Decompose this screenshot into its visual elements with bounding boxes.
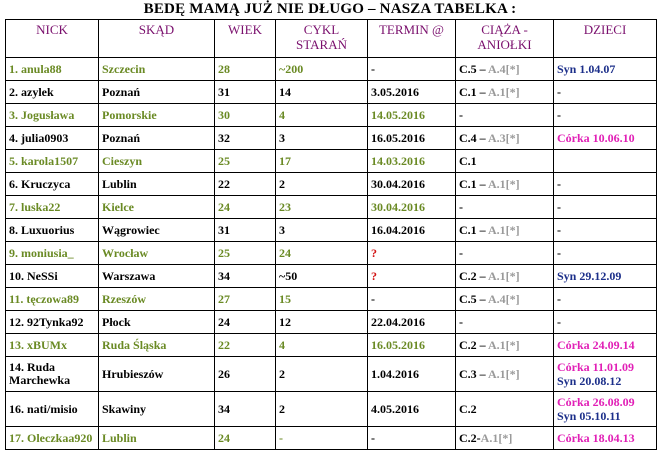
cell-ciaza [456,334,554,357]
cell-skad: Kielce [99,196,215,219]
cell-wiek: 24 [215,196,276,219]
table-row [6,173,657,196]
ciaza-count: C.3 [459,366,477,381]
cell-dzieci [554,150,657,173]
cell-wiek: 22 [215,173,276,196]
header-skad-label: SKĄD [138,22,175,37]
cell-cykl: 2 [276,392,368,427]
table-row [6,104,657,127]
cell-dzieci [554,219,657,242]
cell-wiek: 32 [215,127,276,150]
aniolki-count: A.3[*] [488,130,520,145]
cell-ciaza [456,104,554,127]
cell-ciaza [456,265,554,288]
cell-ciaza [456,58,554,81]
cell-termin: 22.04.2016 [368,311,456,334]
table-body [6,58,657,450]
cell-dzieci [554,288,657,311]
table-row [6,334,657,357]
table-row [6,265,657,288]
aniolki-count: A.1[*] [488,222,520,237]
cell-nick: 9. moniusia_ [6,242,99,265]
ciaza-count: C.1 [459,176,477,191]
table-row [6,357,657,392]
cell-wiek: 27 [215,288,276,311]
cell-ciaza [456,81,554,104]
header-dzieci [554,20,657,58]
header-wiek [215,20,276,58]
cell-ciaza [456,392,554,427]
cell-termin: - [368,58,456,81]
aniolki-count: A.1[*] [488,268,520,283]
cell-dzieci [554,334,657,357]
cell-dzieci [554,58,657,81]
cell-nick: 10. NeSSi [6,265,99,288]
ciaza-count: - [459,107,463,122]
table-row [6,288,657,311]
kid-entry: Syn 1.04.07 [557,61,616,76]
kid-entry: - [557,176,561,191]
cell-nick: 11. tęczowa89 [6,288,99,311]
cell-skad: Warszawa [99,265,215,288]
table-row [6,150,657,173]
cell-ciaza [456,196,554,219]
ciaza-separator: – [476,337,489,352]
table-row [6,127,657,150]
cell-wiek: 25 [215,242,276,265]
header-cykl [276,20,368,58]
cell-cykl: 23 [276,196,368,219]
cell-termin: - [368,427,456,450]
cell-wiek: 30 [215,104,276,127]
header-nick [6,20,99,58]
cell-skad: Wrocław [99,242,215,265]
cell-ciaza [456,219,554,242]
kid-entry: - [557,291,561,306]
cell-dzieci [554,127,657,150]
cell-termin: ? [368,242,456,265]
ciaza-separator: – [476,268,489,283]
cell-skad: Skawiny [99,392,215,427]
cell-skad: Hrubieszów [99,357,215,392]
cell-wiek: 31 [215,219,276,242]
ciaza-count: C.2 [459,337,477,352]
cell-nick: 12. 92Tynka92 [6,311,99,334]
ciaza-separator: – [476,176,489,191]
table-header-row [6,20,657,58]
table-row [6,219,657,242]
cell-skad: Lublin [99,173,215,196]
cell-skad: Lublin [99,427,215,450]
kid-entry: - [557,245,561,260]
ciaza-count: C.2 [459,401,477,416]
cell-termin: 14.03.2016 [368,150,456,173]
cell-cykl: 2 [276,173,368,196]
ciaza-separator: – [476,84,489,99]
header-nick-label: NICK [36,22,68,37]
cell-termin: 16.05.2016 [368,127,456,150]
ciaza-separator: – [476,291,489,306]
kid-entry: Córka 11.01.09 [557,360,635,374]
kid-entry: Syn 29.12.09 [557,268,622,283]
kid-entry: Syn 20.08.12 [557,374,622,388]
cell-cykl: 14 [276,81,368,104]
ciaza-separator: – [476,130,489,145]
cell-skad: Poznań [99,81,215,104]
cell-cykl: ~200 [276,58,368,81]
cell-nick: 8. Luxuorius [6,219,99,242]
cell-ciaza [456,311,554,334]
cell-ciaza [456,288,554,311]
ciaza-count: C.1 [459,153,477,168]
cell-cykl: 4 [276,104,368,127]
cell-nick: 2. azylek [6,81,99,104]
aniolki-count: A.4[*] [488,61,520,76]
cell-wiek: 22 [215,334,276,357]
header-cykl-line2: STARAŃ [296,37,347,52]
cell-termin: ? [368,265,456,288]
cell-wiek: 31 [215,81,276,104]
cell-cykl: 17 [276,150,368,173]
cell-nick: 16. nati/misio [6,392,99,427]
cell-cykl: 4 [276,334,368,357]
cell-dzieci [554,104,657,127]
ciaza-separator: - [476,430,481,445]
aniolki-count: A.4[*] [488,291,520,306]
cell-wiek: 26 [215,357,276,392]
table-row [6,81,657,104]
ciaza-count: - [459,314,463,329]
cell-termin: - [368,288,456,311]
members-table [5,19,657,450]
cell-wiek: 34 [215,265,276,288]
cell-termin: 16.05.2016 [368,334,456,357]
header-termin [368,20,456,58]
ciaza-separator: – [476,61,489,76]
kid-entry: Syn 05.10.11 [557,409,621,423]
kid-entry: Córka 10.06.10 [557,130,635,145]
cell-skad: Rzeszów [99,288,215,311]
ciaza-count: C.5 [459,61,477,76]
cell-nick: 1. anula88 [6,58,99,81]
table-row [6,58,657,81]
page-title: BEDĘ MAMĄ JUŻ NIE DŁUGO – NASZA TABELKA : [143,1,517,17]
kid-entry: - [557,199,561,214]
cell-ciaza [456,357,554,392]
kid-entry: Córka 26.08.09 [557,395,635,409]
cell-cykl: 3 [276,219,368,242]
table-row [6,311,657,334]
cell-dzieci [554,173,657,196]
cell-nick: 5. karola1507 [6,150,99,173]
aniolki-count: A.1[*] [488,366,520,381]
cell-dzieci [554,81,657,104]
table-row [6,427,657,450]
ciaza-count: C.5 [459,291,477,306]
cell-nick: 14. Ruda Marchewka [6,357,99,392]
ciaza-count: C.4 [459,130,477,145]
cell-termin: 4.05.2016 [368,392,456,427]
ciaza-separator: – [476,366,489,381]
cell-skad: Płock [99,311,215,334]
cell-nick: 4. julia0903 [6,127,99,150]
cell-nick: 6. Kruczyca [6,173,99,196]
aniolki-count: A.1[*] [480,430,513,445]
cell-termin: 3.05.2016 [368,81,456,104]
kid-entry: Córka 24.09.14 [557,337,635,352]
header-skad [99,20,215,58]
cell-wiek: 24 [215,427,276,450]
cell-ciaza [456,127,554,150]
table-row [6,392,657,427]
cell-dzieci [554,357,657,392]
cell-termin: 30.04.2016 [368,196,456,219]
cell-skad: Poznań [99,127,215,150]
cell-dzieci [554,427,657,450]
ciaza-count: C.1 [459,222,477,237]
cell-dzieci [554,311,657,334]
ciaza-count: C.1 [459,84,477,99]
cell-cykl: 24 [276,242,368,265]
cell-nick: 13. xBUMx [6,334,99,357]
cell-nick: 3. Jogusława [6,104,99,127]
cell-skad: Pomorskie [99,104,215,127]
header-dzieci-label: DZIECI [583,22,627,37]
kid-entry: - [557,84,561,99]
cell-cykl: 15 [276,288,368,311]
header-ciaza-line1: CIĄŻA - [481,22,528,37]
kid-entry: - [557,222,561,237]
cell-skad: Wągrowiec [99,219,215,242]
cell-cykl: 12 [276,311,368,334]
cell-cykl: 3 [276,127,368,150]
cell-wiek: 25 [215,150,276,173]
cell-dzieci [554,242,657,265]
kid-entry: - [557,107,561,122]
ciaza-count: - [459,199,463,214]
cell-ciaza [456,242,554,265]
ciaza-count: C.2 [459,430,477,445]
cell-termin: 16.04.2016 [368,219,456,242]
cell-dzieci [554,196,657,219]
cell-cykl: 2 [276,357,368,392]
cell-skad: Ruda Śląska [99,334,215,357]
kid-entry: - [557,314,561,329]
cell-termin: 14.05.2016 [368,104,456,127]
cell-skad: Szczecin [99,58,215,81]
cell-wiek: 34 [215,392,276,427]
cell-termin: 1.04.2016 [368,357,456,392]
ciaza-separator: – [476,222,489,237]
cell-wiek: 24 [215,311,276,334]
cell-nick: 17. Oleczkaa920 [6,427,99,450]
cell-dzieci [554,392,657,427]
ciaza-count: - [459,245,463,260]
header-termin-label: TERMIN @ [378,22,445,37]
cell-termin: 30.04.2016 [368,173,456,196]
header-ciaza [456,20,554,58]
cell-ciaza [456,150,554,173]
cell-cykl: - [276,427,368,450]
kid-entry: Córka 18.04.13 [557,430,635,445]
table-row [6,196,657,219]
aniolki-count: A.1[*] [488,84,520,99]
ciaza-count: C.2 [459,268,477,283]
cell-wiek: 28 [215,58,276,81]
cell-ciaza [456,173,554,196]
cell-nick: 7. luska22 [6,196,99,219]
aniolki-count: A.1[*] [488,176,520,191]
cell-cykl: ~50 [276,265,368,288]
cell-skad: Cieszyn [99,150,215,173]
cell-dzieci [554,265,657,288]
header-cykl-line1: CYKL [303,22,340,37]
table-row [6,242,657,265]
header-ciaza-line2: ANIOŁKI [477,37,532,52]
header-wiek-label: WIEK [228,22,262,37]
aniolki-count: A.1[*] [488,337,520,352]
cell-ciaza [456,427,554,450]
